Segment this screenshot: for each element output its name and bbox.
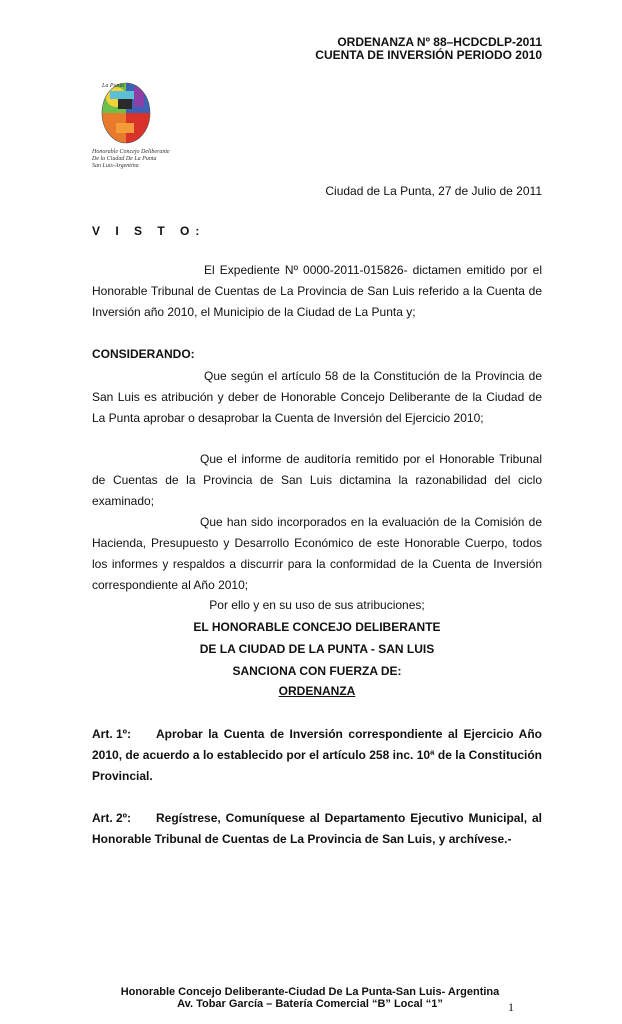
considerando-paragraph-1: Que según el artículo 58 de la Constitución de la Provincia de San Luis es atribución y deber de Honorable Concejo Deliberante de la Ciudad de La Punta aprobar o desaprobar la Cuenta de Inversión del Ejercicio 2010; [92,369,542,425]
document-header [315,36,542,62]
article-1-number: Art. 1º: [92,727,132,741]
article-2-number: Art. 2º: [92,811,132,825]
considerando-closing: Por ello y en su uso de sus atribuciones; [209,598,425,612]
footer-line-2: Av. Tobar García – Batería Comercial “B” Local “1” [177,998,443,1010]
sanciona-line-1: EL HONORABLE CONCEJO DELIBERANTE [193,620,441,634]
considerando-paragraph-3: Que han sido incorporados en la evaluación de la Comisión de Hacienda, Presupuesto y Desarrollo Económico de este Honorable Cuerpo, todos los informes y respaldos a discurrir para la conformidad de la Cuenta de Inversión correspondiente al Año 2010; [92,515,542,592]
svg-text:La Punta: La Punta [102,83,125,89]
ordinance-subject: CUENTA DE INVERSIÓN PERIODO 2010 [315,48,542,62]
date-line: Ciudad de La Punta, 27 de Julio de 2011 [325,184,542,198]
sanciona-line-3: SANCIONA CON FUERZA DE: [232,664,402,678]
ordinance-number: ORDENANZA Nº 88–HCDCDLP-2011 [337,35,542,49]
page-number: 1 [508,1000,514,1014]
considerando-heading: CONSIDERANDO: [92,347,195,361]
council-logo [96,77,156,145]
article-2 [92,808,542,850]
ordenanza-title: ORDENANZA [278,684,356,698]
article-1-text: Aprobar la Cuenta de Inversión correspondiente al Ejercicio Año 2010, de acuerdo a lo establecido por el artículo 258 inc. 10ª de la Constitución Provincial. [92,727,542,783]
logo-caption: Honorable Concejo Deliberante De la Ciudad De La Punta San Luis-Argentina [92,149,170,169]
footer-line-1: Honorable Concejo Deliberante-Ciudad De La Punta-San Luis- Argentina [120,986,500,998]
article-2-text: Regístrese, Comuníquese al Departamento Ejecutivo Municipal, al Honorable Tribunal de Cuentas de La Provincia de San Luis, y archívese.- [92,811,542,846]
page-footer [60,986,560,1010]
visto-heading: V I S T O: [92,224,206,238]
visto-paragraph: El Expediente Nº 0000-2011-015826- dictamen emitido por el Honorable Tribunal de Cuentas de La Provincia de San Luis referido a la Cuenta de Inversión año 2010, el Municipio de la Ciudad de La Punta y; [92,263,542,319]
considerando-paragraph-2: Que el informe de auditoría remitido por el Honorable Tribunal de Cuentas de la Provincia de San Luis dictamina la razonabilidad del ciclo examinado; [92,452,542,508]
article-1 [92,724,542,787]
sanciona-line-2: DE LA CIUDAD DE LA PUNTA - SAN LUIS [199,642,435,656]
